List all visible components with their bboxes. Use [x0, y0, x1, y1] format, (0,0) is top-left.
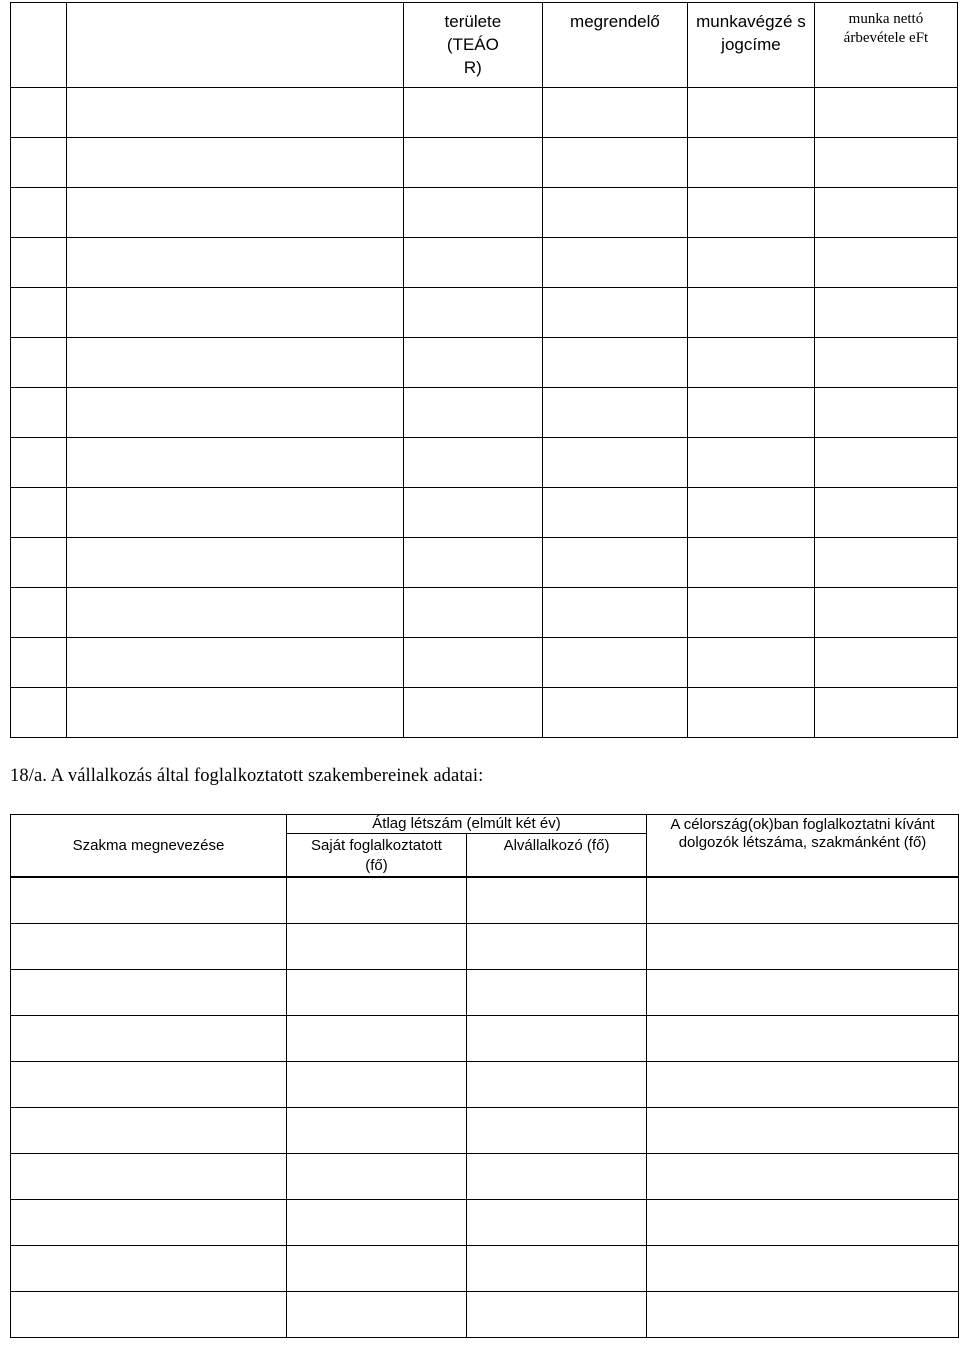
table-cell[interactable] [647, 1108, 959, 1154]
table-cell[interactable] [467, 1200, 647, 1246]
header-arbevetel-text: munka nettó árbevétele eFt [843, 11, 929, 46]
table-cell[interactable] [814, 588, 957, 638]
table-cell[interactable] [467, 1154, 647, 1200]
table-cell[interactable] [67, 388, 403, 438]
table-row [11, 877, 959, 924]
references-header-row [11, 3, 958, 88]
table-row [11, 388, 958, 438]
staff-table [10, 814, 959, 1338]
table-cell[interactable] [542, 288, 687, 338]
table-row [11, 488, 958, 538]
header-sajat [287, 834, 467, 878]
table-row [11, 924, 959, 970]
table-cell[interactable] [467, 877, 647, 924]
table-row [11, 1200, 959, 1246]
table-cell[interactable] [67, 488, 403, 538]
table-cell[interactable] [403, 238, 542, 288]
table-row [11, 88, 958, 138]
header-sajat-text: Saját foglalkoztatott (fő) [311, 837, 442, 874]
table-row [11, 338, 958, 388]
table-cell[interactable] [11, 288, 67, 338]
table-cell[interactable] [287, 1246, 467, 1292]
table-cell[interactable] [542, 138, 687, 188]
table-cell[interactable] [647, 924, 959, 970]
table-cell[interactable] [542, 638, 687, 688]
header-cell-blank-1 [11, 3, 67, 88]
table-cell[interactable] [67, 188, 403, 238]
table-cell[interactable] [687, 338, 814, 388]
table-cell[interactable] [287, 970, 467, 1016]
table-cell[interactable] [67, 338, 403, 388]
header-atlag-letszam: Átlag létszám (elmúlt két év) [287, 815, 647, 834]
header-szakma: Szakma megnevezése [11, 815, 287, 878]
table-cell[interactable] [467, 1062, 647, 1108]
header-alvallalkozo [467, 834, 647, 878]
table-cell[interactable] [67, 138, 403, 188]
table-cell[interactable] [403, 588, 542, 638]
table-cell[interactable] [687, 288, 814, 338]
header-celorszag: A célország(ok)ban foglalkoztatni kívánt dolgozók létszáma, szakmánként (fő) [647, 815, 959, 878]
table-cell[interactable] [11, 1016, 287, 1062]
table-cell[interactable] [67, 288, 403, 338]
table-row [11, 188, 958, 238]
table-cell[interactable] [814, 188, 957, 238]
table-cell[interactable] [647, 1154, 959, 1200]
table-cell[interactable] [67, 438, 403, 488]
table-cell[interactable] [403, 638, 542, 688]
table-cell[interactable] [287, 1016, 467, 1062]
table-row [11, 1246, 959, 1292]
table-cell[interactable] [11, 970, 287, 1016]
table-cell[interactable] [11, 238, 67, 288]
table-cell[interactable] [11, 488, 67, 538]
table-cell[interactable] [814, 488, 957, 538]
table-cell[interactable] [403, 88, 542, 138]
table-cell[interactable] [814, 388, 957, 438]
table-row [11, 238, 958, 288]
table-row [11, 1292, 959, 1338]
table-cell[interactable] [11, 1246, 287, 1292]
table-cell[interactable] [11, 438, 67, 488]
table-cell[interactable] [814, 688, 957, 738]
table-cell[interactable] [11, 688, 67, 738]
table-cell[interactable] [403, 538, 542, 588]
staff-body [11, 877, 959, 1338]
table-cell[interactable] [287, 924, 467, 970]
table-cell[interactable] [287, 1154, 467, 1200]
table-cell[interactable] [542, 388, 687, 438]
table-cell[interactable] [687, 188, 814, 238]
table-cell[interactable] [11, 1200, 287, 1246]
table-row [11, 138, 958, 188]
table-cell[interactable] [11, 338, 67, 388]
table-cell[interactable] [542, 338, 687, 388]
table-cell[interactable] [287, 1292, 467, 1338]
table-cell[interactable] [11, 638, 67, 688]
table-cell[interactable] [67, 638, 403, 688]
table-row [11, 638, 958, 688]
table-cell[interactable] [11, 924, 287, 970]
table-row [11, 538, 958, 588]
table-cell[interactable] [814, 238, 957, 288]
table-cell[interactable] [403, 688, 542, 738]
table-cell[interactable] [542, 188, 687, 238]
header-cell-blank-2 [67, 3, 403, 88]
table-row [11, 1154, 959, 1200]
table-cell[interactable] [11, 588, 67, 638]
table-cell[interactable] [647, 1062, 959, 1108]
table-cell[interactable] [11, 1292, 287, 1338]
header-netto-arbevetel [814, 3, 957, 88]
table-cell[interactable] [11, 388, 67, 438]
references-body [11, 88, 958, 738]
header-alvallalkozo-text: Alvállalkozó (fő) [503, 837, 610, 854]
table-cell[interactable] [687, 438, 814, 488]
table-cell[interactable] [67, 688, 403, 738]
table-cell[interactable] [542, 688, 687, 738]
table-cell[interactable] [687, 238, 814, 288]
table-cell[interactable] [542, 538, 687, 588]
table-cell[interactable] [542, 588, 687, 638]
table-cell[interactable] [814, 538, 957, 588]
table-cell[interactable] [647, 877, 959, 924]
table-cell[interactable] [467, 1108, 647, 1154]
table-row [11, 588, 958, 638]
table-cell[interactable] [287, 1200, 467, 1246]
table-cell[interactable] [67, 88, 403, 138]
table-cell[interactable] [687, 138, 814, 188]
table-row [11, 288, 958, 338]
table-cell[interactable] [11, 1154, 287, 1200]
table-cell[interactable] [11, 138, 67, 188]
table-cell[interactable] [814, 338, 957, 388]
table-cell[interactable] [647, 1292, 959, 1338]
table-row [11, 1108, 959, 1154]
table-row [11, 1062, 959, 1108]
table-cell[interactable] [687, 688, 814, 738]
table-cell[interactable] [814, 138, 957, 188]
table-cell[interactable] [814, 88, 957, 138]
table-cell[interactable] [403, 138, 542, 188]
table-cell[interactable] [287, 1108, 467, 1154]
table-cell[interactable] [11, 88, 67, 138]
header-megrendelo: megrendelő [542, 3, 687, 88]
table-cell[interactable] [467, 1292, 647, 1338]
header-terulete-text: területe (TEÁO R) [444, 12, 502, 77]
table-cell[interactable] [11, 877, 287, 924]
table-cell[interactable] [647, 970, 959, 1016]
table-cell[interactable] [403, 288, 542, 338]
table-cell[interactable] [687, 588, 814, 638]
table-cell[interactable] [67, 538, 403, 588]
table-cell[interactable] [687, 638, 814, 688]
table-row [11, 970, 959, 1016]
table-cell[interactable] [11, 538, 67, 588]
table-cell[interactable] [687, 488, 814, 538]
table-row [11, 1016, 959, 1062]
table-cell[interactable] [814, 438, 957, 488]
table-cell[interactable] [287, 877, 467, 924]
staff-header-row-1 [11, 815, 959, 834]
table-cell[interactable] [467, 970, 647, 1016]
table-cell[interactable] [467, 924, 647, 970]
table-cell[interactable] [11, 1062, 287, 1108]
table-cell[interactable] [814, 288, 957, 338]
table-cell[interactable] [687, 88, 814, 138]
table-cell[interactable] [403, 188, 542, 238]
table-cell[interactable] [287, 1062, 467, 1108]
table-cell[interactable] [403, 338, 542, 388]
table-cell[interactable] [814, 638, 957, 688]
table-cell[interactable] [67, 588, 403, 638]
table-cell[interactable] [403, 388, 542, 438]
table-cell[interactable] [403, 438, 542, 488]
table-cell[interactable] [542, 438, 687, 488]
table-cell[interactable] [67, 238, 403, 288]
table-cell[interactable] [687, 538, 814, 588]
table-cell[interactable] [647, 1200, 959, 1246]
header-terulete [403, 3, 542, 88]
table-cell[interactable] [647, 1246, 959, 1292]
table-row [11, 688, 958, 738]
header-munkavegzes-jogcime [687, 3, 814, 88]
header-munkavegzes-text: munkavégzé s jogcíme [696, 12, 806, 54]
table-cell[interactable] [11, 188, 67, 238]
table-cell[interactable] [687, 388, 814, 438]
table-cell[interactable] [467, 1016, 647, 1062]
table-cell[interactable] [11, 1108, 287, 1154]
section-title: 18/a. A vállalkozás által foglalkoztatott szakembereinek adatai: [10, 766, 484, 786]
table-cell[interactable] [542, 488, 687, 538]
table-cell[interactable] [542, 238, 687, 288]
table-cell[interactable] [542, 88, 687, 138]
table-cell[interactable] [467, 1246, 647, 1292]
table-cell[interactable] [647, 1016, 959, 1062]
references-table [10, 2, 958, 738]
table-row [11, 438, 958, 488]
table-cell[interactable] [403, 488, 542, 538]
